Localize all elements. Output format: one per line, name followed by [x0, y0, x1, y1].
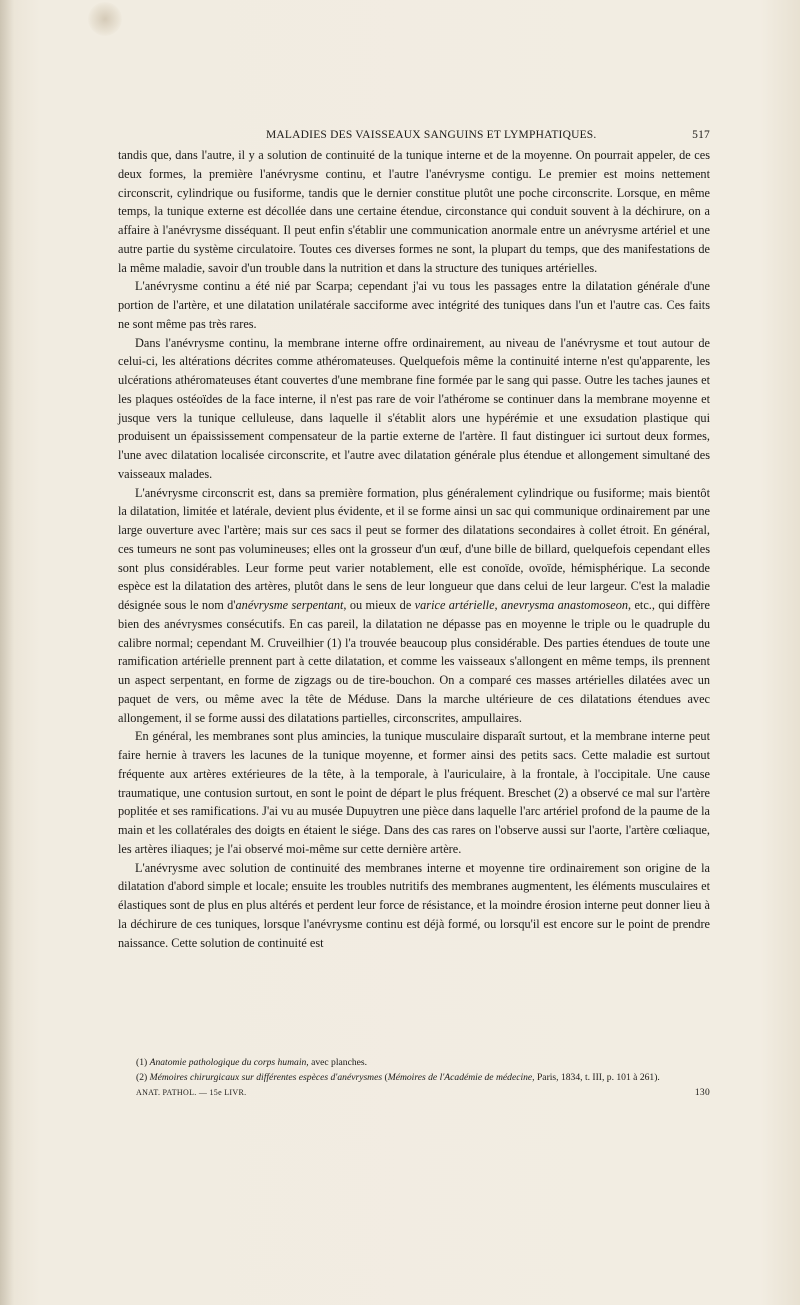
paragraph: Dans l'anévrysme continu, la membrane interne offre ordinairement, au niveau de l'anévrysme et tout autour de celui-ci, les altérations décrites comme athéromateuses. Quelquefois même la continuité interne n'est qu'apparente, les ulcérations athéromateuses étant couvertes d'une membrane fine formée par le sang qui passe. Outre les taches jaunes et les plaques ostéoïdes de la face interne, il n'est pas rare de voir l'athérome se continuer dans la membrane moyenne et jusque vers la tunique celluleuse, dans laquelle il s'établit alors une hypérémie et une exsudation plastique qui produisent un épaississement compensateur de la partie externe de l'artère. Il faut distinguer ici surtout deux formes, l'une avec dilatation localisée circonscrite, et l'autre avec dilatation générale plus étendue et allongement simultané des vaisseaux malades.	[118, 335, 710, 481]
footnote-text: Paris, 1834, t. III, p. 101 à 261).	[534, 1072, 660, 1083]
paragraph: L'anévrysme continu a été nié par Scarpa; cependant j'ai vu tous les passages entre la dilatation générale d'une portion de l'artère, et une dilatation unilatérale sacciforme avec intégrité des tuniques dans l'un et l'autre cas. Ces faits ne sont même pas très rares.	[118, 279, 710, 331]
footnote-text: (	[382, 1072, 388, 1083]
footnote-text: avec planches.	[308, 1057, 368, 1068]
footnote-marker: (2)	[136, 1072, 148, 1083]
footnote-title: Mémoires de l'Académie de médecine,	[387, 1072, 535, 1083]
running-header	[118, 129, 710, 145]
paper-stain	[88, 2, 122, 36]
main-text	[118, 146, 710, 952]
signature-line	[136, 1088, 710, 1102]
paragraph-text: , etc., qui diffère bien des anévrysmes consécutifs. En cas pareil, la dilatation ne dépasse pas en moyenne le triple ou le quadruple du calibre normal; cependant M. Cruveilhier (1) l'a trouvée beaucoup plus considérable. Des parties étendues de toute une ramification artérielle prennent part à cette dilatation, et comme les vaisseaux s'allongent en même temps, ils prennent un aspect serpentant, en forme de zigzags ou de tire-bouchon. On a comparé ces masses artérielles dilatées avec un paquet de vers, ou même avec la tête de Méduse. Dans la marche ultérieure de ces dilatations étendues avec allongement, il se forme aussi des dilatations partielles, circonscrites, ampullaires.	[118, 598, 710, 725]
page-number: 517	[692, 129, 710, 141]
italic-term: anévrysme serpentant	[235, 598, 344, 612]
footnote-title: Mémoires chirurgicaux sur différentes espèces d'anévrysmes	[149, 1072, 383, 1083]
paragraph	[118, 484, 710, 728]
footnote-marker: (1)	[136, 1057, 148, 1068]
paragraph: En général, les membranes sont plus amincies, la tunique musculaire disparaît surtout, et la membrane interne peut faire hernie à travers les lacunes de la tunique moyenne, et former ainsi des petits sacs. Cette maladie est surtout fréquente aux artères extérieures de la tête, à la temporale, à l'auriculaire, à la frontale, à l'occipitale. Une cause traumatique, une contusion surtout, en sont le point de départ le plus fréquent. Breschet (2) a observé ce mal sur l'artère poplitée et ses ramifications. J'ai vu au musée Dupuytren une pièce dans laquelle l'arc artériel profond de la paume de la main et les collatérales des doigts en étaient le siége. Dans des cas rares on l'observe aussi sur l'aorte, l'artère cœliaque, les artères iliaques; je l'ai observé moi-même sur cette dernière artère.	[118, 729, 710, 856]
paragraph: L'anévrysme avec solution de continuité des membranes interne et moyenne tire ordinairement son origine de la dilatation d'abord simple et locale; ensuite les troubles nutritifs des membranes augmentent, les éléments musculaires et élastiques sont de plus en plus altérés et perdent leur force de résistance, et la moindre érosion interne peut donner lieu à la déchirure de ces tuniques, lorsque l'anévrysme continu est déjà formé, ou lorsqu'il est encore sur le point de prendre naissance. Cette solution de continuité est	[118, 860, 710, 950]
paragraph-text: , ou mieux de	[343, 598, 415, 612]
footnote-title: Anatomie pathologique du corps humain,	[149, 1057, 309, 1068]
signature-mark: ANAT. PATHOL. — 15e LIVR.	[136, 1088, 247, 1097]
paragraph-text: L'anévrysme circonscrit est, dans sa première formation, plus généralement cylindrique ou fusiforme; mais bientôt la dilatation, limitée et latérale, devient plus évidente, et il se forme ainsi un sac qui communique ordinairement par une large ouverture avec l'artère; mais sur ces sacs il peut se former des dilatations secondaires à collet étroit. En général, ces tumeurs ne sont pas volumineuses; elles ont la grosseur d'un œuf, d'une bille de billard, quelquefois cependant elles sont plus considérables. Leur forme peut varier notablement, elle est conoïde, ovoïde, hémisphérique. La seconde espèce est la dilatation des artères, plutôt dans le sens de leur longueur que dans celui de leur largeur. C'est la maladie désignée sous le nom d'	[118, 485, 710, 612]
running-title: MALADIES DES VAISSEAUX SANGUINS ET LYMPHATIQUES.	[266, 129, 597, 141]
page-edge-shadow	[0, 0, 14, 1305]
signature-number: 130	[694, 1088, 710, 1098]
italic-term: varice artérielle, anevrysma anastomoseon	[414, 598, 629, 612]
footnote	[136, 1055, 710, 1070]
footnote	[136, 1070, 710, 1085]
footnotes	[136, 1055, 710, 1085]
paragraph: tandis que, dans l'autre, il y a solution de continuité de la tunique interne et de la moyenne. On pourrait appeler, de ces deux formes, la première l'anévrysme continu, et l'autre l'anévrysme contigu. Le premier est moins nettement circonscrit, cylindrique ou fusiforme, tandis que le dernier constitue plutôt une poche circonscrite. Lorsque, en même temps, la tunique externe est décollée dans une certaine étendue, circonstance qui conduit souvent à la déchirure, on a affaire à l'anévrysme disséquant. Il peut enfin s'établir une communication anormale entre un anévrysme artériel et une autre partie du système circulatoire. Toutes ces diverses formes ne sont, la plupart du temps, que des manifestations de la même maladie, savoir d'un trouble dans la nutrition et dans la structure des tuniques artérielles.	[118, 148, 710, 275]
